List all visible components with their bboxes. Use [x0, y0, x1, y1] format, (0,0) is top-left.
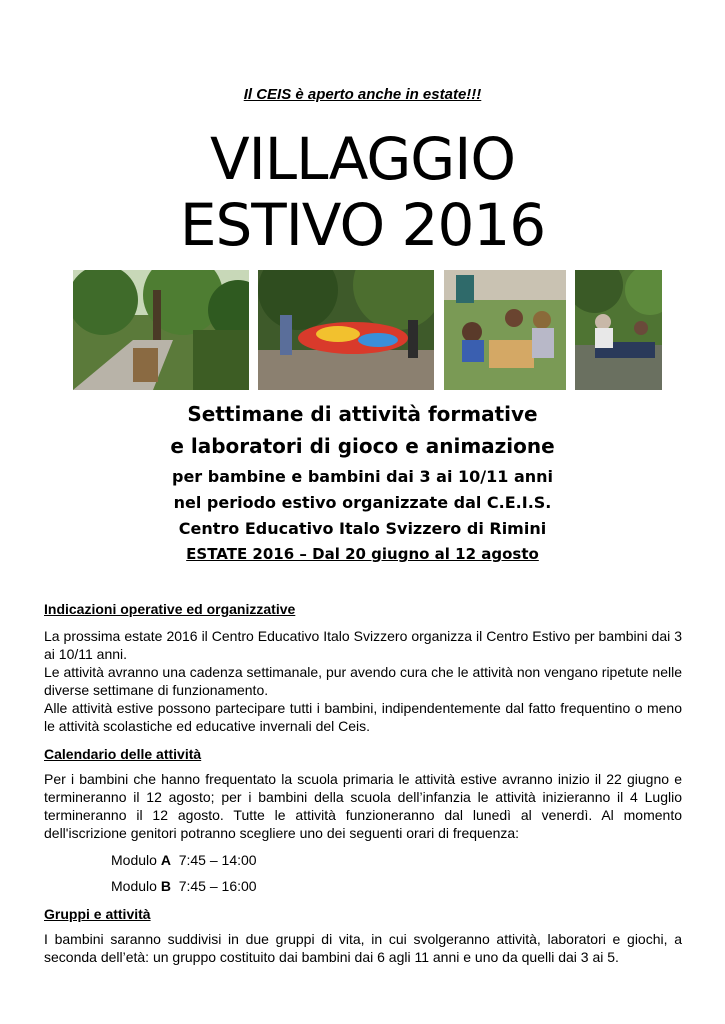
children-parachute-photo — [258, 270, 434, 390]
intro-line-2: e laboratori di gioco e animazione — [170, 434, 555, 458]
calendar-paragraph-1: Per i bambini che hanno frequentato la scuola primaria le attività estive avranno inizio il 22 giugno e termineranno il 12 agosto; per i bambini della scuola dell’infanzia le attività inizieranno il 4 Luglio termineranno il 12 agosto. Tutte le attività funzioneranno dal lunedì al venerdì. Al momento dell'iscrizione genitori potranno scegliere uno dei seguenti orari di frequenza: — [44, 771, 682, 841]
section-title-operative: Indicazioni operative ed organizzative — [44, 601, 296, 617]
module-a-label: Modulo — [111, 852, 157, 868]
section-body-calendar — [44, 770, 682, 842]
park-path-photo — [73, 270, 249, 390]
intro-line-4: nel periodo estivo organizzate dal C.E.I.S. — [173, 493, 552, 512]
outdoor-table-photo — [575, 270, 662, 390]
module-a — [111, 852, 257, 868]
section-body-operative — [44, 627, 682, 735]
intro-line-6: ESTATE 2016 – Dal 20 giugno al 12 agosto — [186, 545, 539, 563]
section-title-groups: Gruppi e attività — [44, 906, 151, 922]
module-a-letter: A — [160, 852, 171, 868]
module-b-label: Modulo — [111, 878, 157, 894]
module-b-time: 7:45 – 16:00 — [178, 878, 257, 894]
operative-paragraph-3: Alle attività estive possono partecipare tutti i bambini, indipendentemente dal fatto frequentino o meno le attività scolastiche ed educative invernali del Ceis. — [44, 700, 682, 734]
groups-paragraph-1: I bambini saranno suddivisi in due gruppi di vita, in cui svolgeranno attività, laboratori e giochi, a seconda dell’età: un gruppo costituito dai bambini dai 6 agli 11 anni e uno da quelli dai 3 ai 5. — [44, 931, 682, 965]
intro-line-1: Settimane di attività formative — [187, 402, 538, 426]
title-line-1: VILLAGGIO — [209, 125, 516, 193]
module-b — [111, 878, 257, 894]
operative-paragraph-1: La prossima estate 2016 il Centro Educativo Italo Svizzero organizza il Centro Estivo per bambini dai 3 ai 10/11 anni. — [44, 628, 682, 662]
section-title-calendar: Calendario delle attività — [44, 746, 202, 762]
module-a-time: 7:45 – 14:00 — [178, 852, 257, 868]
title-line-2: ESTIVO 2016 — [179, 191, 546, 259]
operative-paragraph-2: Le attività avranno una cadenza settimanale, pur avendo cura che le attività non vengano ripetute nelle diverse settimane di funzionamento. — [44, 664, 682, 698]
intro-line-5: Centro Educativo Italo Svizzero di Rimini — [178, 519, 547, 538]
children-sandbox-photo — [444, 270, 566, 390]
module-b-letter: B — [160, 878, 171, 894]
intro-line-3: per bambine e bambini dai 3 ai 10/11 anni — [171, 467, 554, 486]
tagline: Il CEIS è aperto anche in estate!!! — [243, 86, 482, 103]
section-body-groups — [44, 930, 682, 966]
